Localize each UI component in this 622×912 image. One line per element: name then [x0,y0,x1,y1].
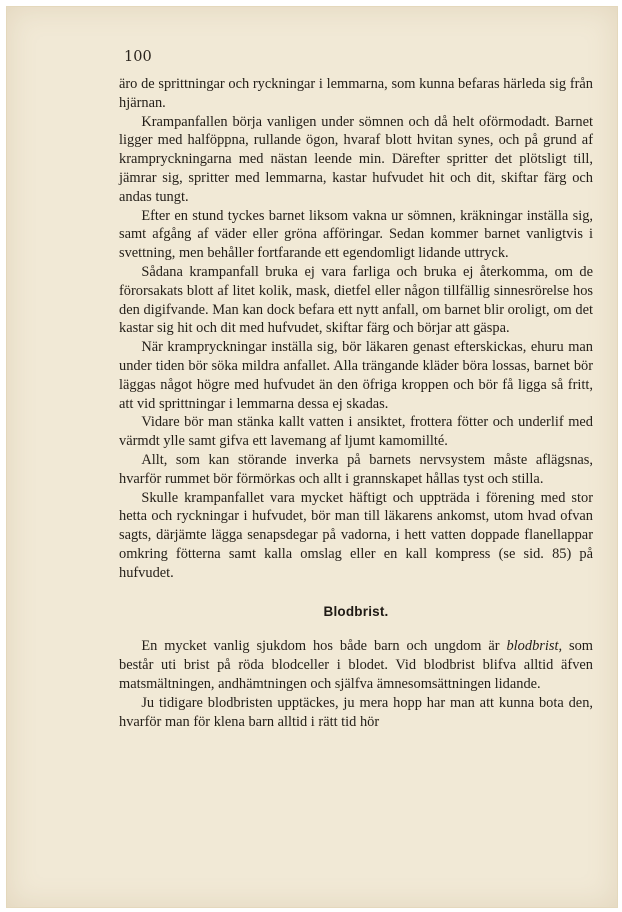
paragraph: Vidare bör man stänka kallt vatten i ansiktet, frottera fötter och underlif med värmdt ylle samt gifva ett lavemang af ljumt kamomillté. [119,414,593,450]
body-text [119,75,593,731]
paragraph: När krampryckningar inställa sig, bör läkaren genast efterskickas, ehuru man under tiden bör söka mildra anfallet. Alla trängande kläder böra lossas, barnet bör läggas något högre med hufvudet än den öfriga kroppen och bör få ligga så fritt, att vid sprittningar i lemmarna dessa ej skadas. [119,339,593,412]
paragraph: Krampanfallen börja vanligen under sömnen och då helt oförmodadt. Barnet ligger med halföppna, rullande ögon, hvaraf blott hvitan synes, och på grund af krampryckningarna med nästan leende min. Därefter spritter det plötsligt till, jämrar sig, spritter med lemmarna, kastar hufvudet hit och dit, skiftar färg och andas tungt. [119,113,593,205]
section-heading: Blodbrist. [323,603,389,619]
paragraph: Sådana krampanfall bruka ej vara farliga och bruka ej återkomma, om de förorsakats blott af litet kolik, mask, dietfel eller någon tillfällig sinnesrörelse hos den digifvande. Man kan dock befara ett nytt anfall, om barnet blir oroligt, om det kastar sig hit och dit med hufvudet, skiftar färg och börjar att gäspa. [119,263,593,337]
paragraph: Efter en stund tyckes barnet liksom vakna ur sömnen, kräkningar inställa sig, samt afgång af väder eller gröna afföringar. Sedan kommer barnet vanligtvis i svettning, men behåller fortfarande ett egendomligt lidande uttryck. [119,207,593,262]
paragraph: Allt, som kan störande inverka på barnets nervsystem måste aflägsnas, hvarför rummet bör förmörkas och allt i grannskapet hållas tyst och stilla. [119,451,593,487]
page-number: 100 [124,49,152,65]
paragraph [119,637,593,693]
paragraph: Skulle krampanfallet vara mycket häftigt och uppträda i förening med stor hetta och ryckningar i hufvudet, bör man till läkarens ankomst, utom hvad ofvan sagts, därjämte lägga senapsdegar på vadorna, i hett vatten doppade flanellappar omkring fötterna samt kalla omslag eller en kall kompress (se sid. 85) på hufvudet. [119,489,593,581]
book-page [6,6,618,908]
paragraph: äro de sprittningar och ryckningar i lemmarna, som kunna befaras härleda sig från hjärnan. [119,76,593,111]
paragraph: Ju tidigare blodbristen upptäckes, ju mera hopp har man att kunna bota den, hvarför man för klena barn alltid i rätt tid hör [119,694,593,730]
italic-term: blodbrist, [506,638,563,655]
paragraph-text: som består uti brist på röda blodceller i blodet. Vid blodbrist blifva alltid äfven matsmältningen, andhämtningen och själfva ämnesomsättningen lidande. [119,638,593,692]
paragraph-text: En mycket vanlig sjukdom hos både barn och ungdom är [141,638,507,655]
